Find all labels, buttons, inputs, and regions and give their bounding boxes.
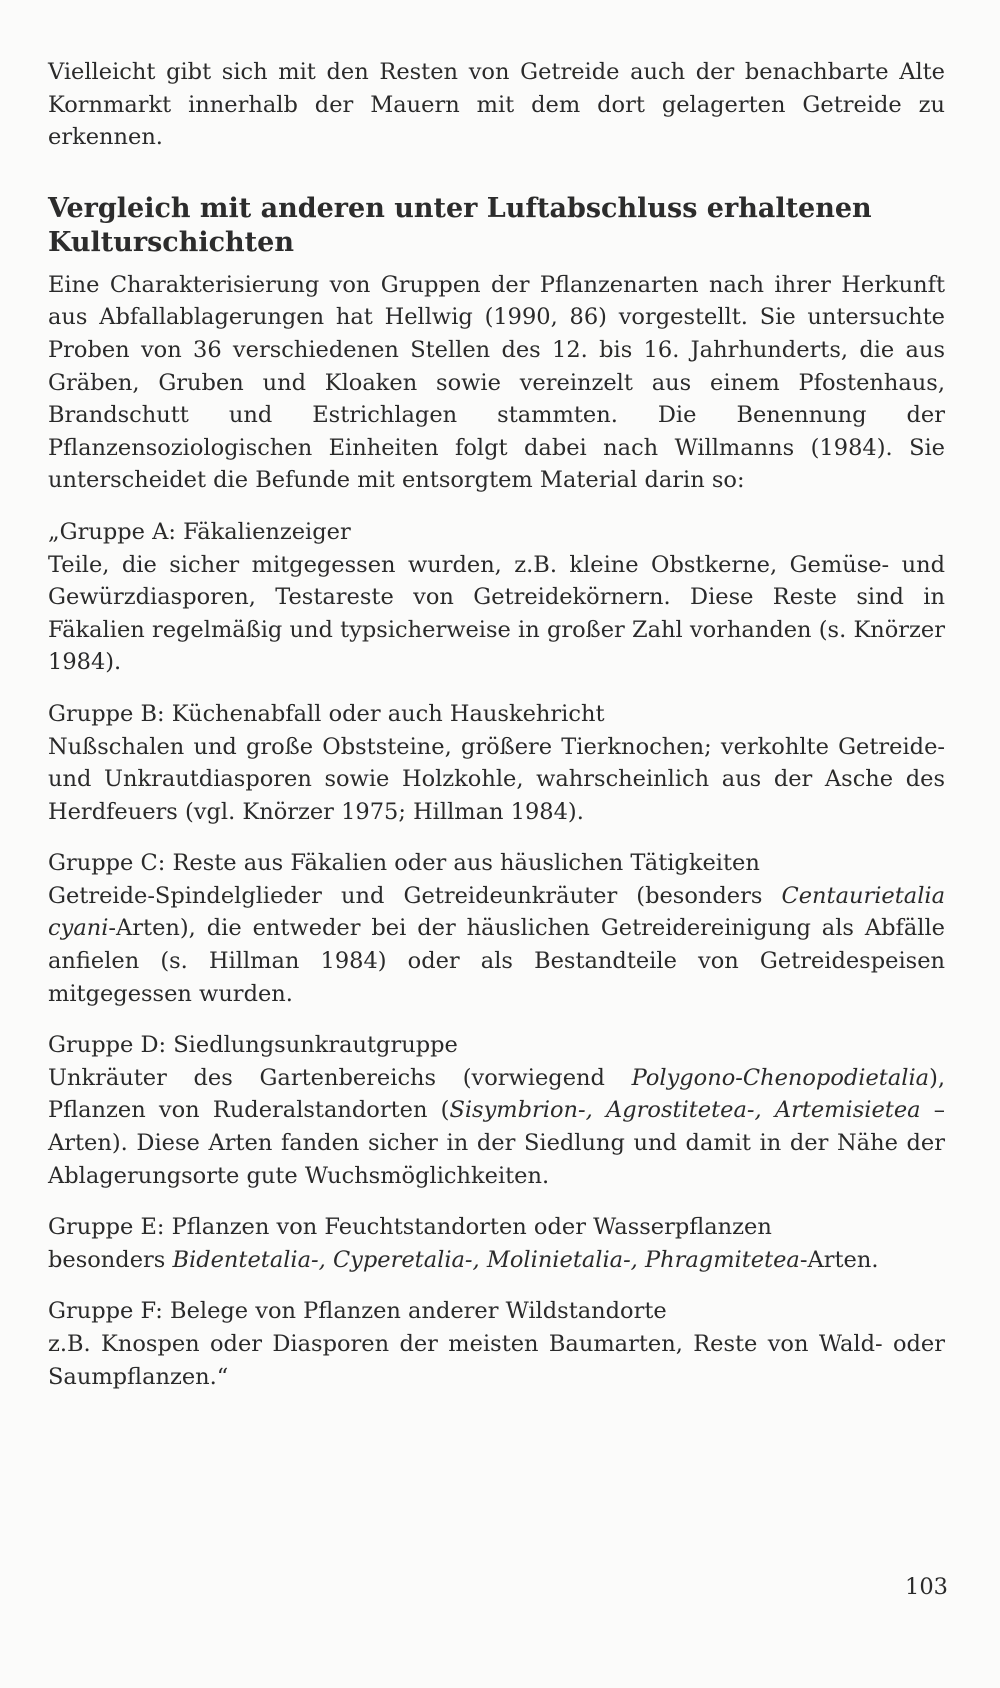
group-d-text-3: – Arten). Diese Arten fanden sicher in der Siedlung und damit in der Nähe der Ablagerungsorte gute Wuchsmöglichkeiten.	[48, 1097, 946, 1189]
intro-paragraph: Vielleicht gibt sich mit den Resten von Getreide auch der benachbarte Alte Kornmarkt innerhalb der Mauern mit dem dort gelagerten Getreide zu erkennen.	[48, 59, 945, 151]
page-body	[48, 56, 945, 1412]
group-d-italic-taxon-2: Sisymbrion-, Agrostitetea-, Artemisietea	[449, 1097, 921, 1124]
group-c-text-after: -Arten), die entweder bei der häuslichen Getreidereinigung als Abfälle anfielen (s. Hillman 1984) oder als Bestandteile von Getreidespeisen mitgegessen wurden.	[48, 915, 945, 1007]
group-e	[48, 1211, 945, 1276]
group-d-head: Gruppe D: Siedlungsunkrautgruppe	[48, 1032, 458, 1059]
section-heading: Vergleich mit anderen unter Luftabschluss erhaltenen Kulturschichten	[48, 192, 872, 258]
group-b-text: Nußschalen und große Obststeine, größere Tierknochen; verkohlte Getreide- und Unkrautdiasporen sowie Holzkohle, wahrscheinlich aus der Asche des Herdfeuers (vgl. Knörzer 1975; Hillman 1984).	[48, 733, 945, 825]
group-b	[48, 698, 945, 828]
group-c	[48, 847, 945, 1010]
group-f	[48, 1295, 945, 1393]
group-c-head: Gruppe C: Reste aus Fäkalien oder aus häuslichen Tätigkeiten	[48, 850, 760, 877]
main-paragraph: Eine Charakterisierung von Gruppen der Pflanzenarten nach ihrer Herkunft aus Abfallablagerungen hat Hellwig (1990, 86) vorgestellt. Sie untersuchte Proben von 36 verschiedenen Stellen des 12. bis 16. Jahrhunderts, die aus Gräben, Gruben und Kloaken sowie vereinzelt aus einem Pfostenhaus, Brandschutt und Estrichlagen stammten. Die Benennung der Pflanzensoziologischen Einheiten folgt dabei nach Willmanns (1984). Sie unterscheidet die Befunde mit entsorgtem Material darin so:	[48, 271, 945, 494]
page-number: 103	[905, 1574, 948, 1600]
group-f-text: z.B. Knospen oder Diasporen der meisten Baumarten, Reste von Wald- oder Saumpflanzen.“	[48, 1331, 945, 1390]
group-d	[48, 1029, 945, 1192]
group-a	[48, 516, 945, 679]
group-c-text-before: Getreide-Spindelglieder und Getreideunkräuter (besonders	[48, 882, 782, 909]
group-d-text-1: Unkräuter des Gartenbereichs (vorwiegend	[48, 1064, 632, 1091]
group-c-italic-taxon: Centaurietalia cyani	[48, 882, 945, 942]
group-e-text-1: besonders	[48, 1246, 173, 1273]
group-f-head: Gruppe F: Belege von Pflanzen anderer Wildstandorte	[48, 1298, 667, 1325]
group-e-head: Gruppe E: Pflanzen von Feuchtstandorten oder Wasserpflanzen	[48, 1214, 772, 1241]
group-a-text: Teile, die sicher mitgegessen wurden, z.B. kleine Obstkerne, Gemüse- und Gewürzdiasporen, Testareste von Getreidekörnern. Diese Reste sind in Fäkalien regelmäßig und typsicherweise in großer Zahl vorhanden (s. Knörzer 1984).	[48, 551, 945, 676]
group-e-text-2: -Arten.	[799, 1246, 879, 1273]
group-a-head: „Gruppe A: Fäkalienzeiger	[48, 518, 351, 545]
group-b-head: Gruppe B: Küchenabfall oder auch Hauskehricht	[48, 700, 605, 727]
group-d-text-2: ), Pflanzen von Ruderalstandorten (	[48, 1064, 945, 1124]
group-d-italic-taxon-1: Polygono-Chenopodietalia	[631, 1064, 930, 1091]
group-e-italic-taxa: Bidentetalia-, Cyperetalia-, Molinietalia-, Phragmitetea	[172, 1246, 800, 1273]
